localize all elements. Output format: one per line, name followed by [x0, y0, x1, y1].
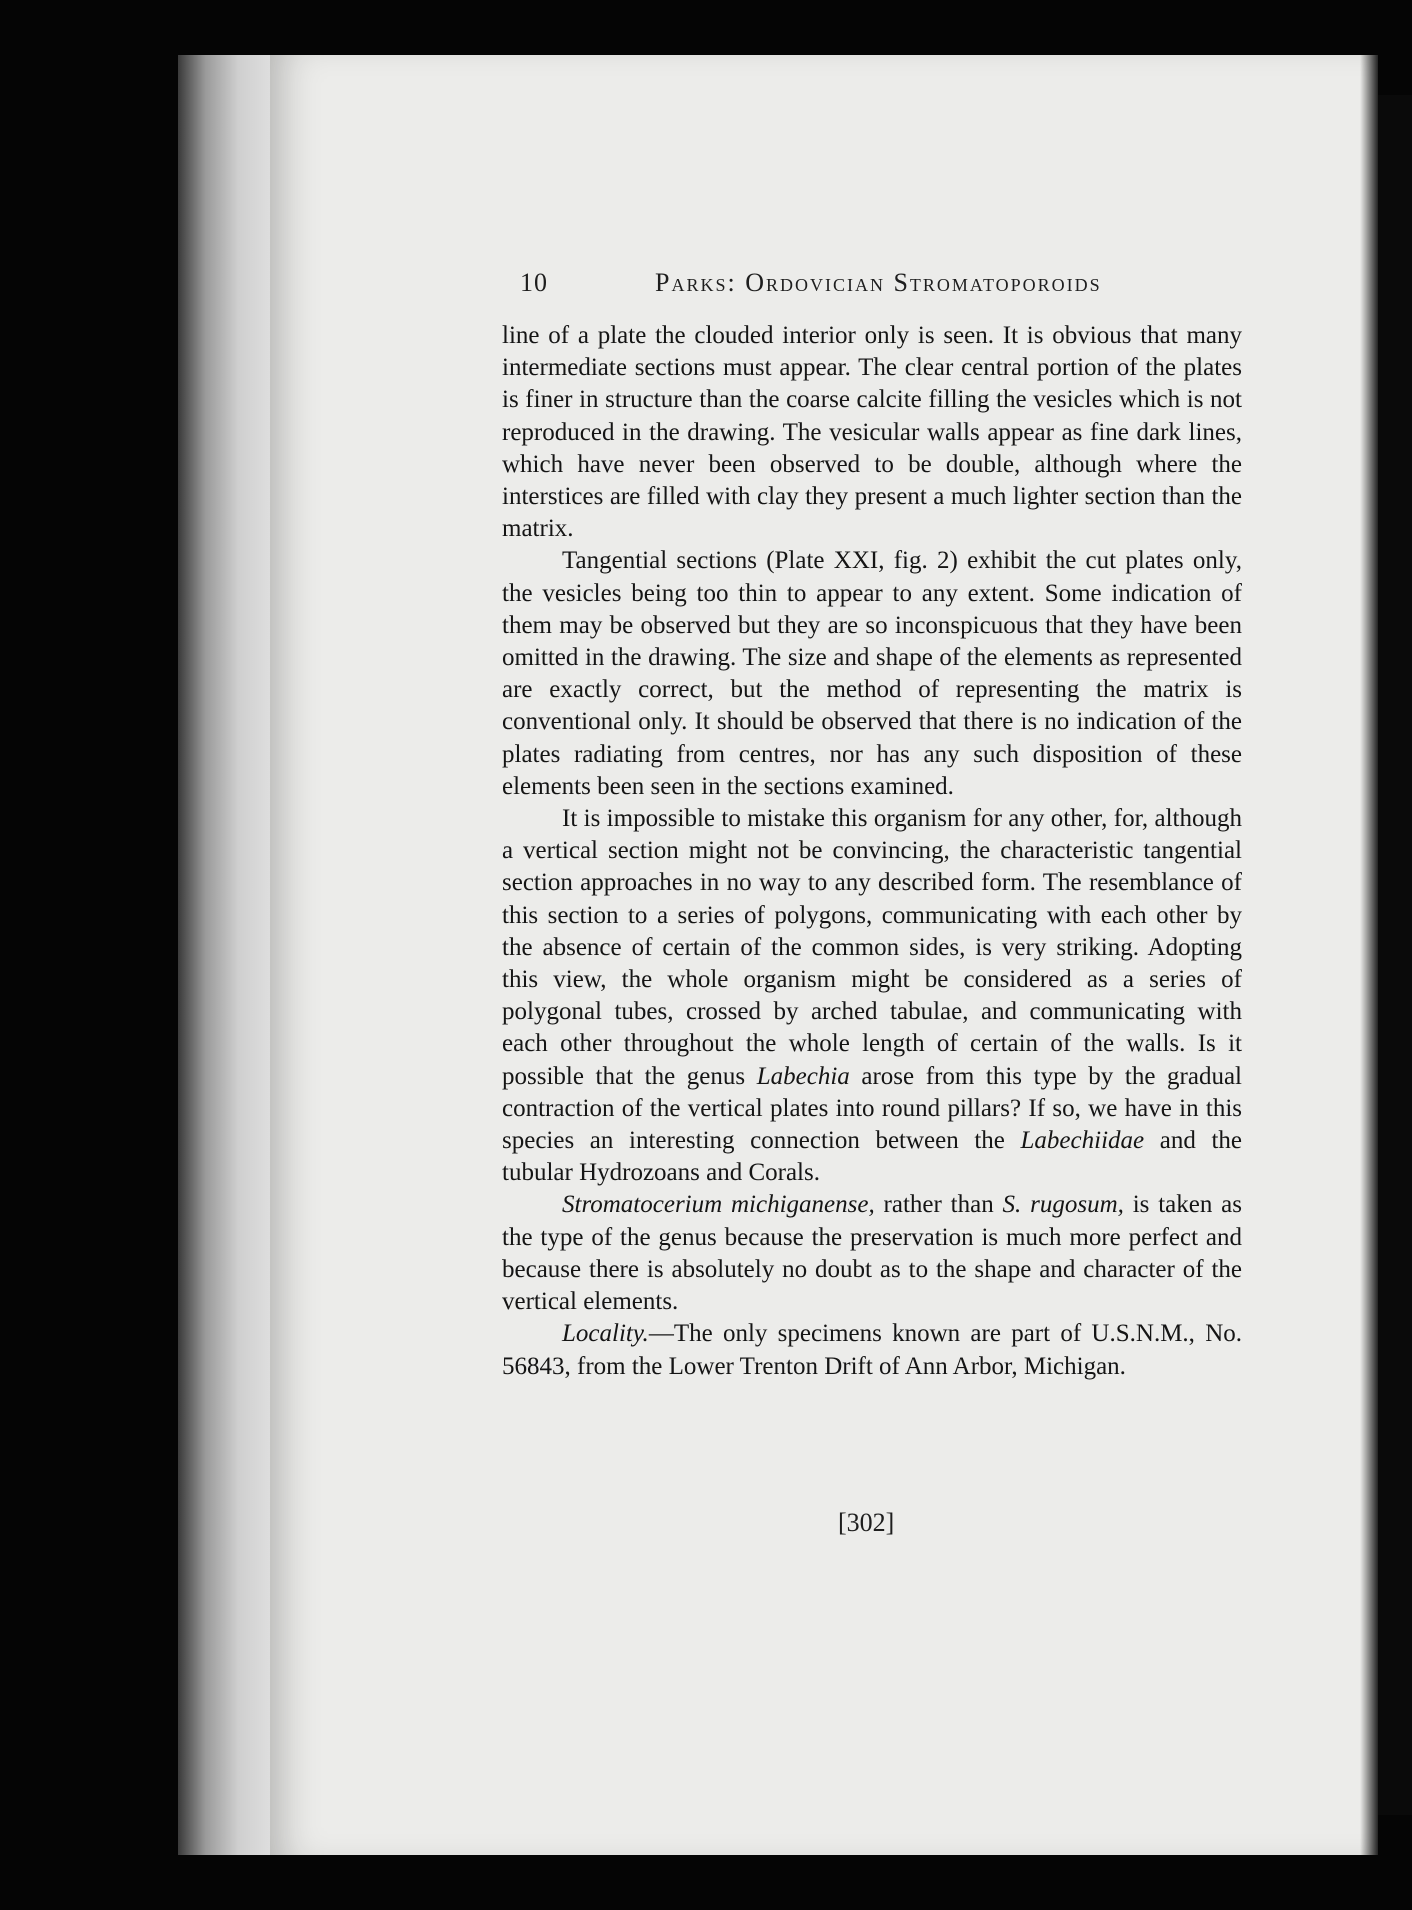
paragraph-text: It is impossible to mistake this organism for any other, for, although a vertical section might not be convincing, the characteristic tangential section approaches in no way to any described form. The resemblance of this section to a series of polygons, communicating with each other by the absence of certain of the common sides, is very striking. Adopting this view, the whole organism might be considered as a series of polygonal tubes, crossed by arched tabulae, and communicating with each other throughout the whole length of certain of the walls. Is it possible that the genus — [502, 805, 1242, 1090]
genus-name: Labechia — [756, 1062, 850, 1090]
paragraph-text: arose from this type by the gradual contraction of the vertical plates into round pillars? If so, we have in this species an interesting connection between the — [502, 1062, 1242, 1155]
running-head-title: Parks: Ordovician Stromatoporoids — [655, 268, 1102, 297]
species-name: S. rugosum, — [1002, 1191, 1124, 1219]
paragraph — [502, 1189, 1242, 1318]
page-gutter-shadow — [1360, 55, 1378, 1855]
page-number: 10 — [520, 268, 548, 297]
paragraph — [502, 545, 1242, 803]
folio-number: [302] — [838, 1508, 895, 1537]
paragraph-text: —The only specimens known are part of U.S.N.M., No. 56843, from the Lower Trenton Drift of Ann Arbor, Michigan. — [502, 1320, 1242, 1380]
body-text — [502, 320, 1242, 1383]
paragraph-text: rather than — [874, 1191, 1003, 1219]
paragraph-text: line of a plate the clouded interior only is seen. It is obvious that many intermediate sections must appear. The clear central portion of the plates is finer in structure than the coarse calcite filling the vesicles which is not reproduced in the drawing. The vesicular walls appear as fine dark lines, which have never been observed to be double, although where the interstices are filled with clay they present a much lighter section than the matrix. — [502, 322, 1242, 543]
paragraph — [502, 1318, 1242, 1382]
species-name: Stromatocerium michiganense, — [562, 1191, 875, 1219]
paragraph-text: Tangential sections (Plate XXI, fig. 2) exhibit the cut plates only, the vesicles being too thin to appear to any extent. Some indication of them may be observed but they are so inconspicuous that they have been omitted in the drawing. The size and shape of the elements as represented are exactly correct, but the method of representing the matrix is conventional only. It should be observed that there is no indication of the plates radiating from centres, nor has any such disposition of these elements been seen in the sections examined. — [502, 547, 1242, 800]
facing-page-edge — [1378, 95, 1412, 1815]
paragraph — [502, 320, 1242, 545]
paragraph-text: and the tubular Hydrozoans and Corals. — [502, 1127, 1242, 1187]
section-label: Locality. — [562, 1320, 649, 1348]
family-name: Labechiidae — [1020, 1127, 1145, 1155]
paragraph — [502, 803, 1242, 1189]
paragraph-text: is taken as the type of the genus because the preservation is much more perfect and because there is absolutely no doubt as to the shape and character of the vertical elements. — [502, 1191, 1242, 1316]
